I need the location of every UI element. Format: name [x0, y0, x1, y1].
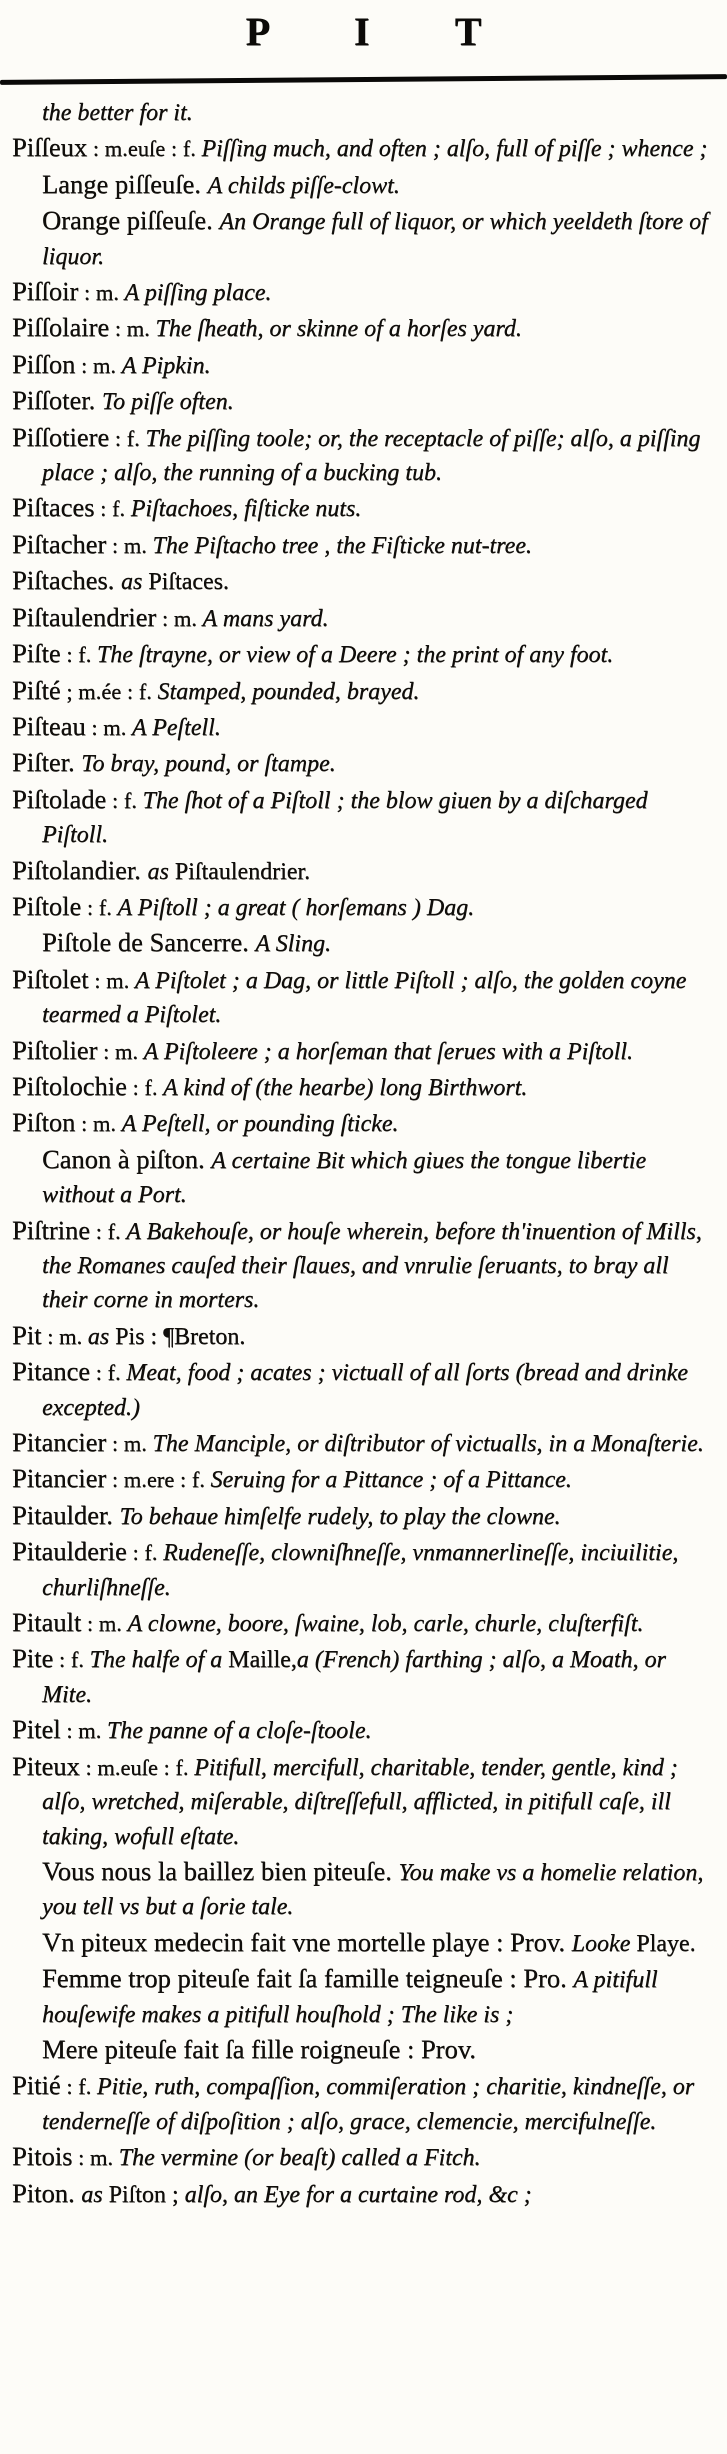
headword: Pitaulder. — [12, 1499, 120, 1530]
headword: Piſteau — [12, 710, 86, 741]
headword: Pitié — [12, 2070, 61, 2101]
definition-italic: Piſtachoes, fiſticke nuts. — [130, 496, 362, 523]
dictionary-entry — [12, 636, 719, 672]
headword: Piſſeux — [12, 132, 88, 163]
dictionary-entry — [12, 420, 719, 491]
headword: Piſtolier — [12, 1034, 98, 1065]
dictionary-entry — [12, 1641, 719, 1712]
dictionary-entry — [12, 782, 719, 853]
headword: Piſtacher — [12, 528, 107, 559]
definition-italic: Looke — [571, 1930, 637, 1957]
grammar-tag: : m. — [81, 1611, 128, 1637]
dictionary-entry — [12, 2176, 719, 2212]
dictionary-entry — [12, 2139, 719, 2175]
dictionary-entry — [12, 1425, 719, 1461]
definition-italic: The Manciple, or diſtributor of victualls, in a Monaſterie. — [152, 1431, 704, 1458]
headword: Piſtole de Sancerre. — [42, 927, 256, 958]
grammar-tag: : f. — [109, 425, 146, 451]
definition-italic: A piſſing place. — [124, 280, 272, 307]
entries — [0, 82, 727, 2212]
grammar-tag: : f. — [60, 642, 97, 668]
definition-italic: Seruing for a Pittance ; of a Pittance. — [210, 1467, 572, 1494]
dictionary-entry — [12, 274, 719, 310]
definition-italic: Pitifull, mercifull, charitable, tender, gentle, kind ; alſo, wretched, miſerable, diſtreſſefull, afflicted, in pitifull caſe, ill taking, wofull eſtate. — [42, 1754, 678, 1850]
dictionary-entry — [12, 310, 719, 346]
definition-italic: as — [120, 569, 149, 596]
definition-italic: a (French) farthing ; alſo, a Moath, or Mite. — [42, 1647, 666, 1708]
definition-italic: A Piſtoll ; a great ( horſemans ) Dag. — [117, 894, 475, 921]
grammar-tag: : m.euſe : f. — [87, 136, 202, 162]
grammar-tag: : m. — [75, 352, 122, 378]
definition-italic: A Peſtell, or pounding ſticke. — [121, 1111, 399, 1138]
headword: Femme trop piteuſe fait ſa famille teigneuſe : Pro. — [42, 1963, 574, 1994]
headword: Piſſoter. — [12, 385, 102, 416]
definition-italic: A Peſtell. — [131, 714, 221, 741]
dictionary-entry — [12, 709, 719, 745]
dictionary-entry — [12, 1534, 719, 1605]
grammar-tag: : m. — [106, 1431, 153, 1457]
headword: Pitel — [12, 1714, 61, 1745]
headword: Piton. — [12, 2177, 82, 2208]
definition-italic: A kind of (the hearbe) long Birthwort. — [163, 1074, 528, 1101]
definition-roman: Playe. — [636, 1930, 696, 1957]
grammar-tag: : m. — [109, 316, 156, 342]
headword: Pitancier — [12, 1427, 107, 1458]
headword: Piſtolochie — [12, 1070, 127, 1101]
definition-italic: alſo, an Eye for a curtaine rod, &c ; — [178, 2181, 532, 2208]
grammar-tag: : f. — [126, 1074, 164, 1100]
running-head-letters: P I T — [245, 9, 520, 54]
dictionary-entry — [12, 745, 719, 781]
sub-entry — [12, 96, 719, 130]
definition-italic: Piſſing much, and often ; alſo, full of piſſe ; whence ; — [201, 136, 708, 163]
headword: Piſſolaire — [12, 312, 110, 343]
dictionary-entry — [12, 1354, 719, 1425]
dictionary-entry — [12, 1605, 719, 1641]
headword: Piſtolade — [12, 783, 107, 814]
definition-italic: The ſhot of a Piſtoll ; the blow giuen by a diſcharged Piſtoll. — [42, 787, 648, 849]
definition-italic: A certaine Bit which giues the tongue libertie without a Port. — [42, 1147, 647, 1209]
sub-entry — [12, 1925, 719, 1961]
dictionary-entry — [12, 962, 719, 1033]
definition-roman: Pis : ¶Breton. — [115, 1323, 246, 1350]
headword: Piſſon — [12, 348, 76, 379]
definition-italic: To piſſe often. — [101, 389, 234, 416]
dictionary-entry — [12, 2068, 719, 2139]
grammar-tag: : m. — [85, 714, 132, 740]
definition-italic: Pitie, ruth, compaſſion, commiſeration ; charitie, kindneſſe, or tenderneſſe of diſpoſition ; alſo, grace, clemencie, mercifulneſſe. — [42, 2074, 695, 2135]
grammar-tag: : m. — [41, 1323, 88, 1349]
dictionary-entry — [12, 130, 719, 166]
definition-italic: Stamped, pounded, brayed. — [157, 678, 420, 705]
dictionary-entry — [12, 1498, 719, 1534]
headword: Piſté — [12, 674, 61, 705]
headword: Mere piteuſe fait ſa fille roigneuſe : Prov. — [42, 2033, 476, 2064]
headword: Pitancier — [12, 1463, 107, 1494]
definition-italic: The ſtrayne, or view of a Deere ; the print of any foot. — [96, 642, 614, 669]
grammar-tag: : f. — [126, 1540, 164, 1566]
dictionary-entry — [12, 563, 719, 599]
definition-italic: A Pipkin. — [121, 352, 211, 379]
headword: Piſtole — [12, 890, 82, 921]
definition-italic: Rudeneſſe, clowniſhneſſe, vnmannerlineſſe, inciuilitie, churliſhneſſe. — [42, 1540, 679, 1601]
grammar-tag: : m. — [78, 280, 125, 306]
definition-italic: as — [87, 1323, 116, 1350]
definition-italic: A Piſtoleere ; a horſeman that ſerues with a Piſtoll. — [143, 1038, 633, 1065]
headword: Piſtolet — [12, 963, 89, 994]
headword: Pitaulderie — [12, 1536, 127, 1567]
definition-italic: The vermine (or beaſt) called a Fitch. — [118, 2145, 481, 2172]
headword: Piſter. — [12, 747, 82, 778]
grammar-tag: : m. — [106, 532, 153, 558]
grammar-tag: : m. — [75, 1111, 122, 1137]
grammar-tag: : f. — [106, 787, 143, 813]
dictionary-entry — [12, 853, 719, 889]
grammar-tag: : m. — [156, 605, 203, 631]
sub-entry — [12, 1142, 719, 1213]
grammar-tag: : f. — [60, 2074, 97, 2100]
headword: Pit — [12, 1319, 42, 1350]
grammar-tag: : m. — [60, 1718, 107, 1744]
grammar-tag: : f. — [53, 1647, 90, 1673]
dictionary-entry — [12, 1069, 719, 1105]
definition-roman: Piſton ; — [108, 2181, 179, 2208]
definition-italic: the better for it. — [42, 100, 193, 126]
dictionary-entry — [12, 383, 719, 419]
dictionary-entry — [12, 490, 719, 526]
definition-italic: A Sling. — [255, 931, 331, 958]
dictionary-entry — [12, 1033, 719, 1069]
headword: Orange piſſeuſe. — [42, 205, 220, 236]
headword: Piſſoir — [12, 276, 79, 307]
definition-italic: The Piſtacho tree , the Fiſticke nut-tree. — [152, 532, 532, 559]
dictionary-entry — [12, 600, 719, 636]
grammar-tag: : m.ere : f. — [106, 1467, 211, 1493]
headword: Canon à piſton. — [42, 1143, 212, 1174]
definition-italic: The piſſing toole; or, the receptacle of piſſe; alſo, a piſſing place ; alſo, the running of a bucking tub. — [42, 425, 701, 487]
sub-entry — [12, 2032, 719, 2068]
dictionary-entry — [12, 673, 719, 709]
definition-italic: A pitifull houſewife makes a pitifull houſhold ; The like is ; — [42, 1967, 658, 2028]
definition-roman: Piſtaces. — [148, 569, 229, 596]
definition-italic: Meat, food ; acates ; victuall of all ſorts (bread and drinke excepted.) — [42, 1360, 688, 1421]
definition-roman: Maille, — [228, 1647, 297, 1674]
sub-entry — [12, 925, 719, 961]
grammar-tag: : m.euſe : f. — [79, 1754, 195, 1780]
headword: Lange piſſeuſe. — [42, 168, 208, 199]
headword: Piſtaces — [12, 492, 95, 523]
sub-entry — [12, 1961, 719, 2032]
dictionary-entry — [12, 1213, 719, 1318]
headword: Piſtrine — [12, 1214, 91, 1245]
dictionary-entry — [12, 1712, 719, 1748]
headword: Piteux — [12, 1750, 80, 1781]
sub-entry — [12, 203, 719, 274]
definition-italic: To behaue himſelfe rudely, to play the clowne. — [119, 1503, 561, 1530]
definition-italic: A mans yard. — [202, 605, 329, 632]
headword: Vn piteux medecin fait vne mortelle playe : Prov. — [42, 1926, 572, 1957]
grammar-tag: : f. — [94, 496, 131, 522]
definition-italic: A Bakehouſe, or houſe wherein, before th'inuention of Mills, the Romanes cauſed their ſlaues, and vnrulie ſeruants, to bray all their corne in morters. — [42, 1218, 702, 1314]
headword: Piſſotiere — [12, 421, 110, 452]
definition-italic: An Orange full of liquor, or which yeeldeth ſtore of liquor. — [42, 209, 708, 270]
headword: Pite — [12, 1643, 54, 1674]
grammar-tag: : m. — [97, 1038, 144, 1064]
dictionary-entry — [12, 1749, 719, 1854]
headword: Pitault — [12, 1607, 82, 1638]
grammar-tag: : m. — [72, 2145, 119, 2171]
dictionary-entry — [12, 1318, 719, 1354]
definition-italic: as — [81, 2181, 109, 2208]
headword: Piſton — [12, 1107, 76, 1138]
dictionary-entry — [12, 889, 719, 925]
definition-italic: A childs piſſe-clowt. — [207, 172, 400, 199]
definition-italic: The ſheath, or skinne of a horſes yard. — [155, 316, 522, 343]
definition-italic: as — [147, 858, 175, 885]
headword: Pitois — [12, 2141, 73, 2172]
headword: Piſtaches. — [12, 565, 121, 596]
definition-italic: To bray, pound, or ſtampe. — [81, 751, 336, 778]
definition-italic: A Piſtolet ; a Dag, or little Piſtoll ; alſo, the golden coyne tearmed a Piſtolet. — [42, 967, 687, 1029]
definition-italic: The halfe of a — [89, 1647, 229, 1674]
dictionary-entry — [12, 527, 719, 563]
definition-roman: Piſtaulendrier. — [174, 858, 311, 885]
headword: Vous nous la baillez bien piteuſe. — [42, 1855, 399, 1886]
sub-entry — [12, 1854, 719, 1925]
definition-italic: A clowne, boore, ſwaine, lob, carle, churle, cluſterfiſt. — [127, 1611, 644, 1638]
grammar-tag: ; m.ée : f. — [60, 678, 158, 704]
sub-entry — [12, 167, 719, 203]
grammar-tag: : m. — [88, 967, 135, 993]
dictionary-entry — [12, 1461, 719, 1497]
definition-italic: You make vs a homelie relation, you tell vs but a ſorie tale. — [42, 1859, 704, 1921]
definition-italic: The panne of a cloſe-ſtoole. — [106, 1718, 372, 1745]
dictionary-entry — [12, 1105, 719, 1141]
grammar-tag: : f. — [90, 1360, 127, 1386]
headword: Piſte — [12, 638, 61, 669]
grammar-tag: : f. — [90, 1218, 127, 1244]
headword: Pitance — [12, 1356, 90, 1387]
headword: Piſtaulendrier — [12, 601, 157, 632]
grammar-tag: : f. — [81, 894, 118, 920]
dictionary-entry — [12, 347, 719, 383]
headword: Piſtolandier. — [12, 854, 148, 885]
